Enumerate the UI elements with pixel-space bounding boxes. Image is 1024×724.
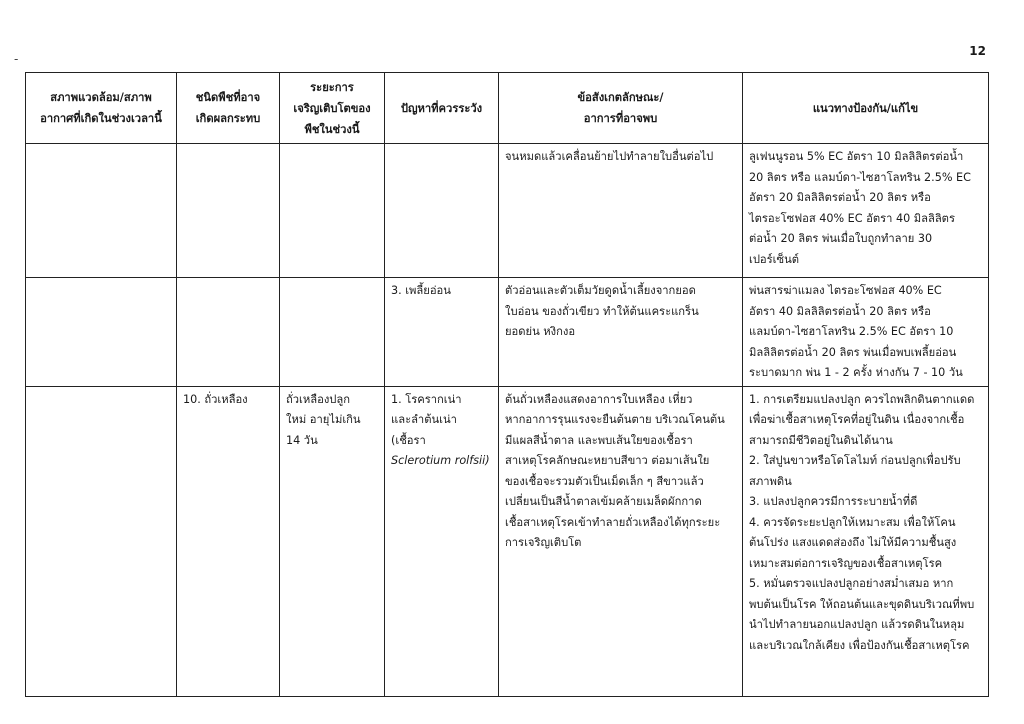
cell-problem: 3. เพลี้ยอ่อน (385, 278, 499, 387)
cell-solution: ลูเฟนนูรอน 5% EC อัตรา 10 มิลลิลิตรต่อน้ำ 20 ลิตร หรือ แลมบ์ดา-ไซฮาโลทริน 2.5% EC อัตรา 20 มิลลิลิตรต่อน้ำ 20 ลิตร หรือ ไตรอะโซฟอส 40% EC อัตรา 40 มิลลิลิตร ต่อน้ำ 20 ลิตร พ่นเมื่อใบถูกทำลาย 30 เปอร์เซ็นต์ (743, 144, 989, 278)
header-prevention: แนวทางป้องกัน/แก้ไข (743, 73, 989, 144)
cell-stage (280, 144, 385, 278)
cell-solution: พ่นสารฆ่าแมลง ไตรอะโซฟอส 40% EC อัตรา 40 มิลลิลิตรต่อน้ำ 20 ลิตร หรือ แลมบ์ดา-ไซฮาโลทริน 2.5% EC อัตรา 10 มิลลิลิตรต่อน้ำ 20 ลิตร พ่นเมื่อพบเพลี้ยอ่อน ระบาดมาก พ่น 1 - 2 ครั้ง ห่างกัน 7 - 10 วัน (743, 278, 989, 387)
page-number: 12 (969, 44, 986, 58)
cell-environment (26, 386, 177, 696)
cell-environment (26, 144, 177, 278)
cell-crop: 10. ถั่วเหลือง (177, 386, 280, 696)
pathogen-name: Sclerotium rolfsii) (391, 454, 490, 467)
margin-mark: - (14, 52, 19, 66)
header-problem: ปัญหาที่ควรระวัง (385, 73, 499, 144)
cell-stage (280, 278, 385, 387)
table-row (26, 278, 989, 387)
header-affected-crop: ชนิดพืชที่อาจ เกิดผลกระทบ (177, 73, 280, 144)
problem-text: 1. โรครากเน่า และลำต้นเน่า (เชื้อรา (391, 392, 462, 447)
cell-symptom: ตัวอ่อนและตัวเต็มวัยดูดน้ำเลี้ยงจากยอด ใบอ่อน ของถั่วเขียว ทำให้ต้นแคระแกร็น ยอดย่น หงิกงอ (499, 278, 743, 387)
cell-symptom: จนหมดแล้วเคลื่อนย้ายไปทำลายใบอื่นต่อไป (499, 144, 743, 278)
cell-problem (385, 144, 499, 278)
table-row (26, 386, 989, 696)
header-symptoms: ข้อสังเกตลักษณะ/ อาการที่อาจพบ (499, 73, 743, 144)
header-growth-stage: ระยะการ เจริญเติบโตของ พืชในช่วงนี้ (280, 73, 385, 144)
crop-advisory-table (25, 72, 989, 697)
cell-crop (177, 278, 280, 387)
cell-environment (26, 278, 177, 387)
cell-symptom: ต้นถั่วเหลืองแสดงอาการใบเหลือง เหี่ยว หากอาการรุนแรงจะยืนต้นตาย บริเวณโคนต้น มีแผลสีน้ำตาล และพบเส้นใยของเชื้อรา สาเหตุโรคลักษณะหยาบสีขาว ต่อมาเส้นใย ของเชื้อจะรวมตัวเป็นเม็ดเล็ก ๆ สีขาวแล้ว เปลี่ยนเป็นสีน้ำตาลเข้มคล้ายเมล็ดผักกาด เชื้อสาเหตุโรคเข้าทำลายถั่วเหลืองได้ทุกระยะ การเจริญเติบโต (499, 386, 743, 696)
cell-problem (385, 386, 499, 696)
table-row (26, 144, 989, 278)
cell-crop (177, 144, 280, 278)
table-header-row (26, 73, 989, 144)
cell-stage: ถั่วเหลืองปลูก ใหม่ อายุไม่เกิน 14 วัน (280, 386, 385, 696)
cell-solution: 1. การเตรียมแปลงปลูก ควรไถพลิกดินตากแดด เพื่อฆ่าเชื้อสาเหตุโรคที่อยู่ในดิน เนื่องจากเชื้อ สามารถมีชีวิตอยู่ในดินได้นาน 2. ใส่ปูนขาวหรือโดโลไมท์ ก่อนปลูกเพื่อปรับ สภาพดิน 3. แปลงปลูกควรมีการระบายน้ำที่ดี 4. ควรจัดระยะปลูกให้เหมาะสม เพื่อให้โคน ต้นโปร่ง แสงแดดส่องถึง ไม่ให้มีความชื้นสูง เหมาะสมต่อการเจริญของเชื้อสาเหตุโรค 5. หมั่นตรวจแปลงปลูกอย่างสม่ำเสมอ หาก พบต้นเป็นโรค ให้ถอนต้นและขุดดินบริเวณที่พบ นำไปทำลายนอกแปลงปลูก แล้วรดดินในหลุม และบริเวณใกล้เคียง เพื่อป้องกันเชื้อสาเหตุโรค (743, 386, 989, 696)
header-environment: สภาพแวดล้อม/สภาพ อากาศที่เกิดในช่วงเวลานี้ (26, 73, 177, 144)
